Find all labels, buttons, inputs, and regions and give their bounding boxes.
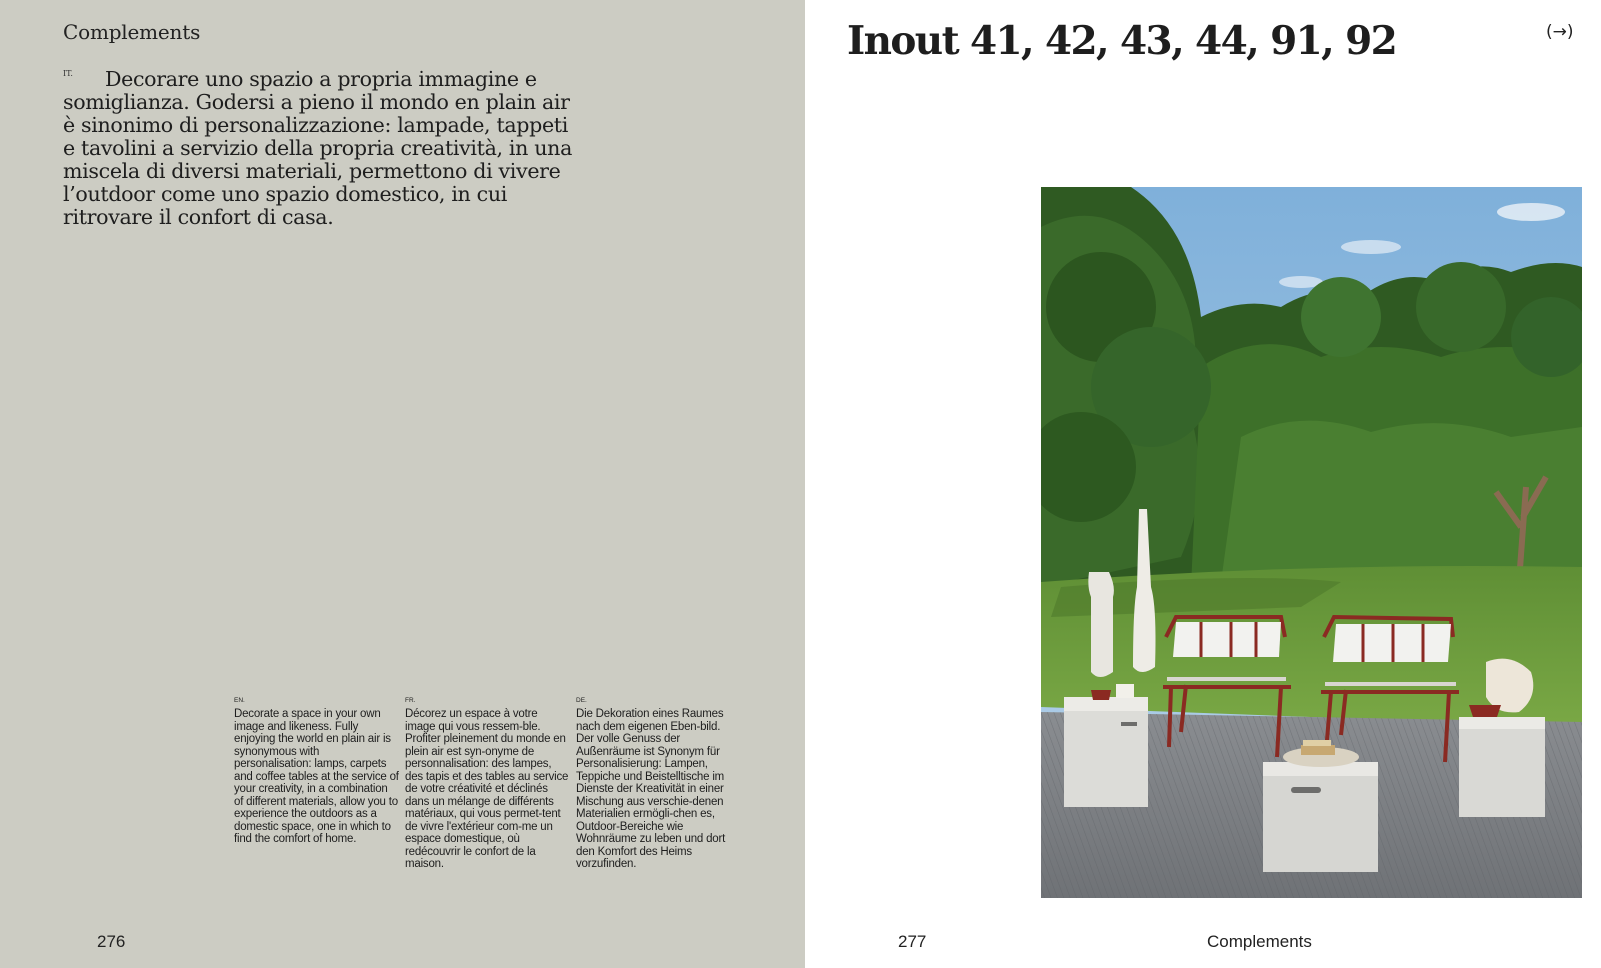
page-number-left: 276: [97, 932, 126, 951]
lang-tag-fr: FR.: [405, 697, 416, 704]
right-page: [805, 0, 1601, 968]
outdoor-furniture-photo-icon: [1041, 187, 1582, 898]
text-de: Die Dekoration eines Raumes nach dem eigenen Eben-bild. Der volle Genuss der Außenräume ist Synonym für Personalisierung: Lampen, Teppiche und Beistelltische im Dienste der Kreativität in einer Mischung aus verschie-denen Materialien ermögli-chen es, Outdoor-Bereiche wie Wohnräume zu leben und dort den Komfort des Heims vorzufinden.: [576, 708, 726, 870]
next-arrow-icon[interactable]: (→): [1546, 22, 1574, 42]
product-title: Inout 41, 42, 43, 44, 91, 92: [847, 18, 1397, 64]
text-en: Decorate a space in your own image and likeness. Fully enjoying the world en plain air is synonymous with personalisation: lamps, carpets and coffee tables at the service of your creativity, in a combination of different materials, allow you to experience the outdoors as a domestic space, one in which to find the comfort of home.: [234, 708, 399, 845]
lang-tag-it: IT.: [63, 69, 73, 78]
lang-tag-en: EN.: [234, 697, 245, 704]
footer-section-title: Complements: [1207, 932, 1312, 951]
lang-tag-de: DE.: [576, 697, 587, 704]
section-title: Complements: [63, 20, 201, 44]
column-fr: [405, 696, 570, 871]
page-number-right: 277: [898, 932, 927, 951]
column-de: [576, 696, 741, 871]
intro-text-it: Decorare uno spazio a propria immagine e somiglianza. Godersi a pieno il mondo en plain air è sinonimo di personalizzazione: lampade, tappeti e tavolini a servizio della propria creatività, in una miscela di diversi materiali, permettono di vivere l’outdoor come uno spazio domestico, in cui ritrovare il confort di casa.: [63, 67, 573, 229]
column-en: [234, 696, 399, 846]
text-fr: Décorez un espace à votre image qui vous ressem-ble. Profiter pleinement du monde en plein air est syn-onyme de personnalisation: des lampes, des tapis et des tables au service de votre créativité et déclinés dans un mélange de différents matériaux, qui vous permet-tent de vivre l'extérieur com-me un espace domestique, où redécouvrir le confort de la maison.: [405, 708, 569, 870]
product-photo: [1041, 187, 1582, 898]
